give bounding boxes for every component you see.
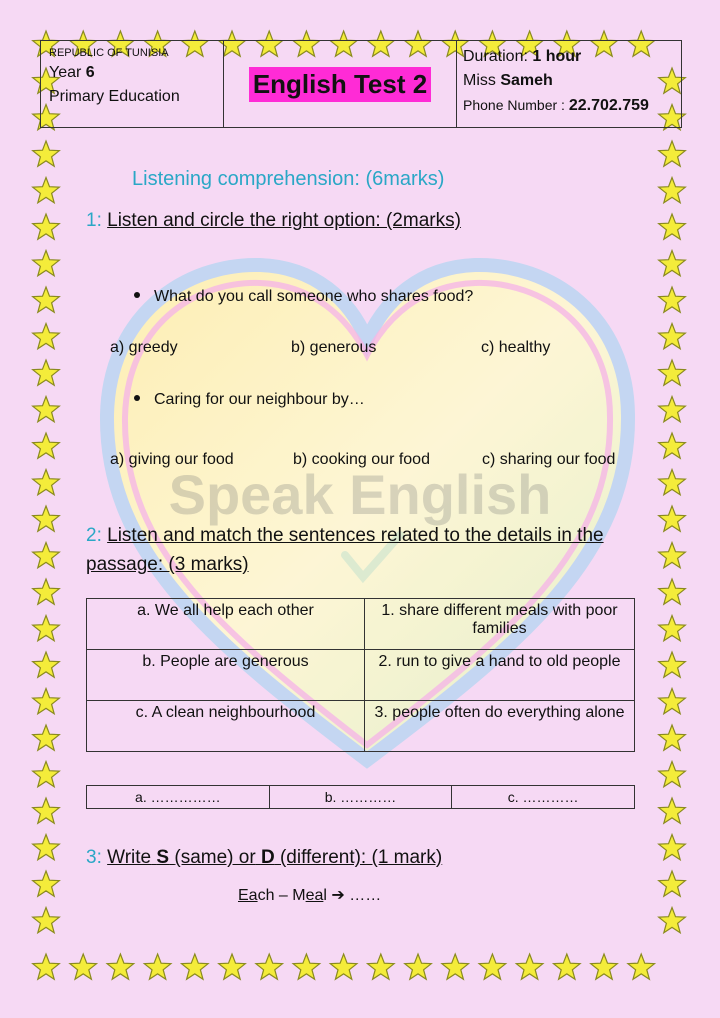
country-label: REPUBLIC OF TUNISIA — [49, 47, 169, 59]
duration-line — [463, 45, 675, 69]
match-right-1: 1. share different meals with poor families — [365, 599, 635, 650]
q3-after: (different): (1 mark) — [279, 847, 443, 868]
question-2-heading — [86, 521, 646, 579]
match-left-c: c. A clean neighbourhood — [87, 701, 365, 752]
answer-c[interactable]: c. ………… — [452, 786, 635, 809]
header-right — [457, 41, 681, 127]
table-row — [87, 599, 635, 650]
q1-item-2-option-a[interactable]: a) giving our food — [110, 451, 234, 468]
table-row — [87, 786, 635, 809]
duration-value: 1 hour — [532, 48, 582, 65]
q3-s-word: (same) or — [174, 847, 256, 868]
level-label: Primary Education — [49, 88, 180, 105]
phone-line — [463, 93, 675, 118]
meal-ea: ea — [305, 887, 324, 904]
header-middle — [224, 41, 457, 127]
teacher-line — [463, 69, 675, 93]
match-right-2: 2. run to give a hand to old people — [365, 650, 635, 701]
question-2-text-line2: passage: (3 marks) — [86, 554, 249, 575]
table-row — [87, 650, 635, 701]
q3-d-letter: D — [260, 847, 275, 868]
phone-value: 22.702.759 — [568, 97, 649, 114]
each-rest: ch – M — [257, 887, 306, 904]
phone-label: Phone Number : — [463, 97, 565, 113]
q1-item-2-option-c[interactable]: c) sharing our food — [482, 451, 616, 468]
matching-table — [86, 598, 635, 752]
match-left-b: b. People are generous — [87, 650, 365, 701]
match-left-a: a. We all help each other — [87, 599, 365, 650]
q1-item-2-question: Caring for our neighbour by… — [154, 391, 365, 408]
year-line — [49, 61, 215, 85]
q1-item-2-option-b[interactable]: b) cooking our food — [293, 451, 430, 468]
test-title: English Test 2 — [249, 67, 431, 102]
q1-item-2 — [134, 391, 365, 409]
question-3-number: 3: — [86, 847, 102, 868]
question-1-heading — [86, 210, 461, 232]
question-2-text-line1: Listen and match the sentences related to the details in the — [107, 525, 604, 546]
teacher-prefix: Miss — [463, 72, 496, 89]
question-1-number: 1: — [86, 210, 102, 231]
teacher-name: Sameh — [500, 72, 553, 89]
duration-label: Duration: — [463, 48, 528, 65]
q1-item-1 — [134, 288, 473, 306]
meal-rest: l — [323, 887, 327, 904]
header-box — [40, 40, 682, 128]
arrow-icon: ➔ — [331, 887, 345, 904]
question-2-number: 2: — [86, 525, 102, 546]
header-left — [41, 41, 224, 127]
year-label: Year — [49, 64, 82, 81]
q1-item-1-option-b[interactable]: b) generous — [291, 339, 377, 356]
q3-s-letter: S — [156, 847, 170, 868]
match-right-3: 3. people often do everything alone — [365, 701, 635, 752]
question-1-text: Listen and circle the right option: (2marks) — [107, 210, 461, 231]
bullet-icon — [134, 292, 140, 298]
question-3-text — [107, 847, 442, 868]
q1-item-1-question: What do you call someone who shares food? — [154, 288, 474, 305]
section-title: Listening comprehension: (6marks) — [132, 168, 445, 190]
table-row — [87, 701, 635, 752]
watermark-text: Speak English — [168, 463, 552, 526]
pair-answer-blank[interactable]: …… — [349, 887, 382, 904]
year-value: 6 — [85, 64, 95, 81]
answer-b[interactable]: b. ………… — [269, 786, 452, 809]
q1-item-1-option-a[interactable]: a) greedy — [110, 339, 178, 356]
each-ea: Ea — [238, 887, 258, 904]
question-3-heading — [86, 847, 442, 869]
answer-a[interactable]: a. …………… — [87, 786, 270, 809]
answer-table — [86, 785, 635, 809]
word-pair — [238, 885, 381, 905]
q1-item-1-option-c[interactable]: c) healthy — [481, 339, 551, 356]
bullet-icon — [134, 395, 140, 401]
q3-before: Write — [107, 847, 152, 868]
